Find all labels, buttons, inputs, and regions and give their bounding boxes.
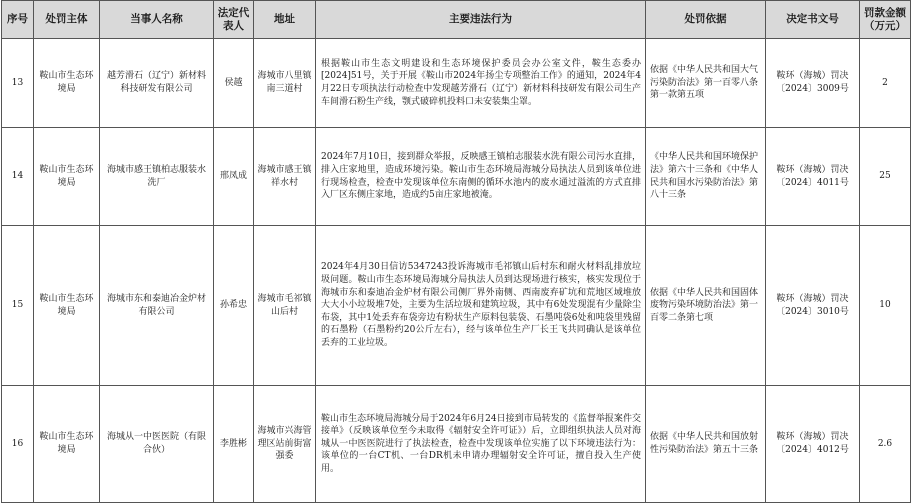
table-header-row — [2, 1, 911, 39]
header-fine: 罚款金额（万元） — [860, 1, 911, 39]
header-basis: 处罚依据 — [646, 1, 766, 39]
table-row — [2, 128, 911, 226]
cell-party: 越芳滑石（辽宁）新材料科技研发有限公司 — [100, 39, 214, 128]
cell-violation: 2024年4月30日信访5347243投诉海城市毛祁镇山后村东和耐火材料乱排放垃圾问题。鞍山市生态环境局海城分局执法人员到达现场进行核实，核实发现位于海城市东和泰迪冶金炉材有限公司侧厂界外南侧、西南废弃矿坑和荒地区域堆放大大小小垃圾堆7处，主要为生活垃圾和建筑垃圾，其中有6处发现混有少量除尘布袋，其中1处丢弃布袋旁边有粉状生产原料包装袋、石墨吨袋6处和吨袋里残留的石墨粉（石墨粉约20公斤左右），经与该单位生产厂长王飞共同确认是该单位丢弃的工业垃圾。 — [316, 226, 646, 386]
cell-doc-no: 鞍环（海城）罚决〔2024〕3009号 — [766, 39, 860, 128]
cell-org: 鞍山市生态环境局 — [34, 128, 100, 226]
cell-address: 海城市八里镇南三道村 — [254, 39, 316, 128]
cell-org: 鞍山市生态环境局 — [34, 386, 100, 503]
cell-fine: 25 — [860, 128, 911, 226]
cell-rep: 孙希忠 — [214, 226, 254, 386]
cell-address: 海城市兴海管理区站前街富强委 — [254, 386, 316, 503]
cell-seq: 13 — [2, 39, 34, 128]
cell-rep: 侯越 — [214, 39, 254, 128]
cell-basis: 依据《中华人民共和国放射性污染防治法》第五十三条 — [646, 386, 766, 503]
table-row — [2, 226, 911, 386]
header-doc-no: 决定书文号 — [766, 1, 860, 39]
cell-basis: 依据《中华人民共和国大气污染防治法》第一百零八条第一款第五项 — [646, 39, 766, 128]
cell-seq: 15 — [2, 226, 34, 386]
cell-org: 鞍山市生态环境局 — [34, 39, 100, 128]
cell-seq: 16 — [2, 386, 34, 503]
cell-fine: 2.6 — [860, 386, 911, 503]
cell-violation: 2024年7月10日，接到群众举报，反映感王镇柏志服装水洗有限公司污水直排，排入庄家地里，造成环境污染。鞍山市生态环境局海城分局执法人员到该单位进行现场检查，检查中发现该单位东南侧的循环水池内的废水通过溢流的方式直排入厂区东侧庄家地，造成约5亩庄家地被淹。 — [316, 128, 646, 226]
table-row — [2, 39, 911, 128]
cell-party: 海城从一中医医院（有限合伙） — [100, 386, 214, 503]
cell-doc-no: 鞍环（海城）罚决〔2024〕4011号 — [766, 128, 860, 226]
cell-rep: 李胜彬 — [214, 386, 254, 503]
cell-party: 海城市东和泰迪冶金炉材有限公司 — [100, 226, 214, 386]
penalty-table — [1, 0, 911, 503]
header-party: 当事人名称 — [100, 1, 214, 39]
cell-violation: 根据鞍山市生态文明建设和生态环境保护委员会办公室文件，鞍生态委办[2024]51号，关于开展《鞍山市2024年扬尘专项整治工作》的通知，2024年4月22日专项执法行动检查中发现越芳滑石（辽宁）新材料科技研发有限公司生产车间滑石粉生产线，颚式破碎机投料口未安装集尘罩。 — [316, 39, 646, 128]
cell-rep: 邢凤成 — [214, 128, 254, 226]
header-org: 处罚主体 — [34, 1, 100, 39]
cell-fine: 10 — [860, 226, 911, 386]
cell-doc-no: 鞍环（海城）罚决〔2024〕4012号 — [766, 386, 860, 503]
cell-fine: 2 — [860, 39, 911, 128]
header-address: 地址 — [254, 1, 316, 39]
header-violation: 主要违法行为 — [316, 1, 646, 39]
header-seq: 序号 — [2, 1, 34, 39]
cell-doc-no: 鞍环（海城）罚决〔2024〕3010号 — [766, 226, 860, 386]
cell-basis: 依据《中华人民共和国固体废物污染环境防治法》第一百零二条第七项 — [646, 226, 766, 386]
header-rep: 法定代表人 — [214, 1, 254, 39]
cell-party: 海城市感王镇柏志服装水洗厂 — [100, 128, 214, 226]
cell-basis: 《中华人民共和国环境保护法》第六十三条和《中华人民共和国水污染防治法》第八十三条 — [646, 128, 766, 226]
cell-seq: 14 — [2, 128, 34, 226]
cell-address: 海城市感王镇祥水村 — [254, 128, 316, 226]
cell-address: 海城市毛祁镇山后村 — [254, 226, 316, 386]
table-row — [2, 386, 911, 503]
cell-violation: 鞍山市生态环境局海城分局于2024年6月24日接到市局转发的《监督举报案件交接单》（反映该单位至今未取得《辐射安全许可证》）后，立即组织执法人员对海城从一中医医院进行了执法检查，检查中发现该单位实施了以下环境违法行为：该单位的一台CT机、一台DR机未申请办理辐射安全许可证，擅自投入生产使用。 — [316, 386, 646, 503]
cell-org: 鞍山市生态环境局 — [34, 226, 100, 386]
